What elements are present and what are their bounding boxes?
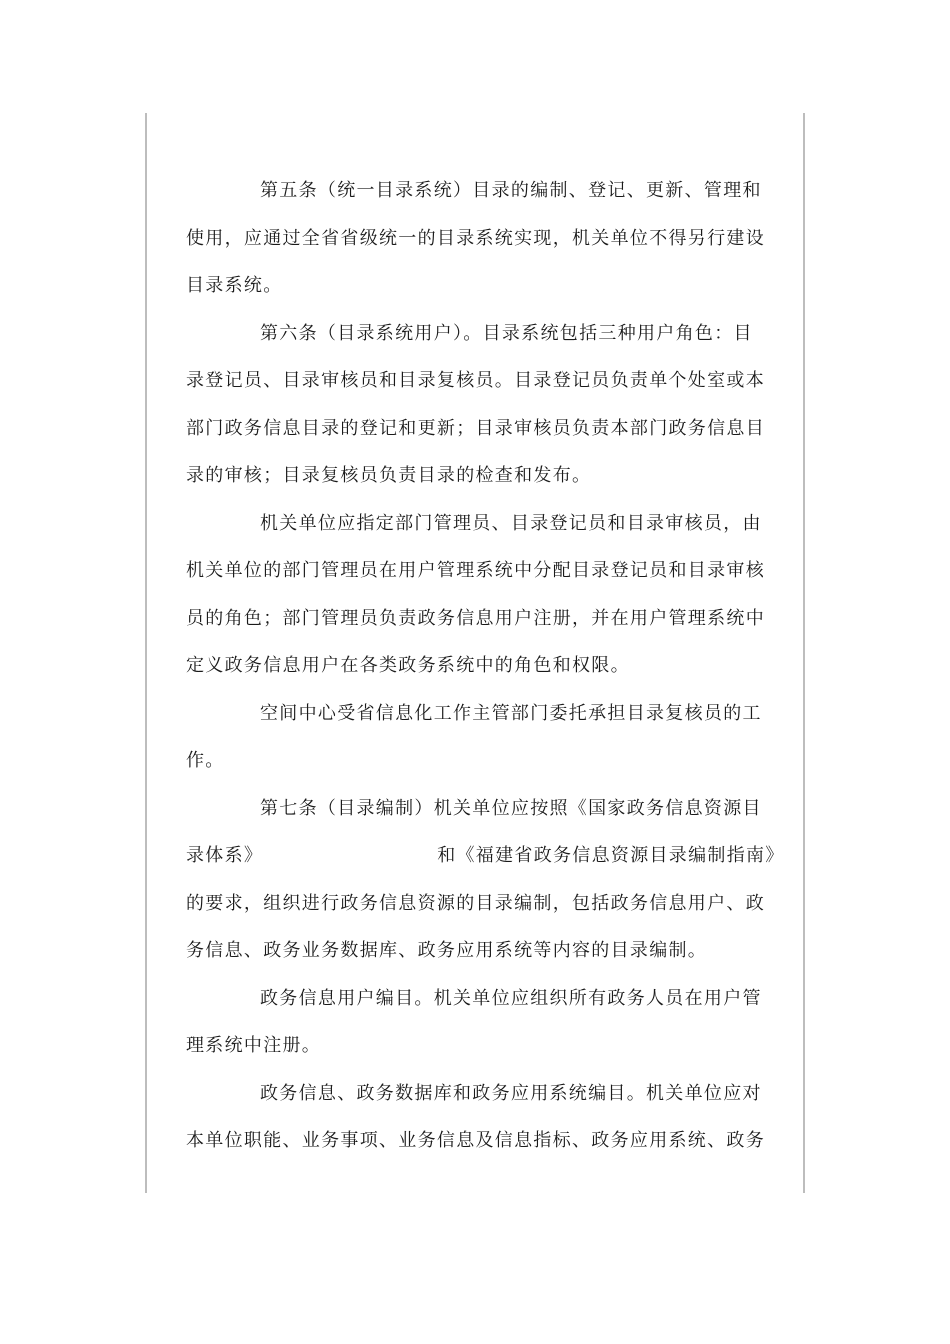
paragraph-role-assignment [186, 500, 765, 690]
text-fragment-left: 录体系》 [186, 845, 264, 866]
text-line: 第六条（目录系统用户）。目录系统包括三种用户角色：目 [260, 322, 753, 344]
text-fragment-right: 和《福建省政务信息资源目录编制指南》 [437, 845, 785, 866]
text-line: 理系统中注册。 [186, 1035, 322, 1056]
text-line: 机关单位应指定部门管理员、目录登记员和目录审核员，由 [260, 512, 762, 534]
text-line: 作。 [186, 750, 225, 771]
text-line: 的要求，组织进行政务信息资源的目录编制，包括政务信息用户、政 [186, 892, 765, 914]
text-line: 目录系统。 [186, 275, 283, 296]
text-line: 录的审核；目录复核员负责目录的检查和发布。 [186, 465, 592, 486]
text-line: 部门政务信息目录的登记和更新；目录审核员负责本部门政务信息目 [186, 417, 765, 439]
paragraph-article-6 [186, 310, 765, 500]
text-line: 第五条（统一目录系统）目录的编制、登记、更新、管理和 [260, 180, 762, 201]
paragraph-article-5 [186, 167, 765, 310]
text-line: 使用，应通过全省省级统一的目录系统实现，机关单位不得另行建设 [186, 227, 765, 249]
text-line: 员的角色；部门管理员负责政务信息用户注册，并在用户管理系统中 [186, 607, 765, 629]
text-line: 空间中心受省信息化工作主管部门委托承担目录复核员的工 [260, 702, 762, 724]
text-line: 政务信息、政务数据库和政务应用系统编目。机关单位应对 [260, 1082, 762, 1104]
text-line-split [186, 832, 785, 880]
text-line: 本单位职能、业务事项、业务信息及信息指标、政务应用系统、政务 [186, 1130, 765, 1151]
document-body [186, 167, 785, 1165]
paragraph-user-cataloging [186, 975, 762, 1070]
right-margin-line [803, 113, 805, 1193]
text-line: 务信息、政务业务数据库、政务应用系统等内容的目录编制。 [186, 940, 708, 961]
paragraph-article-7 [186, 785, 785, 975]
left-margin-line [145, 113, 147, 1193]
text-line: 录登记员、目录审核员和目录复核员。目录登记员负责单个处室或本 [186, 370, 765, 391]
text-line: 政务信息用户编目。机关单位应组织所有政务人员在用户管 [260, 987, 762, 1009]
paragraph-system-cataloging [186, 1070, 765, 1165]
text-line: 定义政务信息用户在各类政务系统中的角色和权限。 [186, 655, 630, 676]
paragraph-space-center [186, 690, 762, 785]
text-line: 第七条（目录编制）机关单位应按照《国家政务信息资源目 [260, 797, 762, 819]
text-line: 机关单位的部门管理员在用户管理系统中分配目录登记员和目录审核 [186, 560, 765, 581]
